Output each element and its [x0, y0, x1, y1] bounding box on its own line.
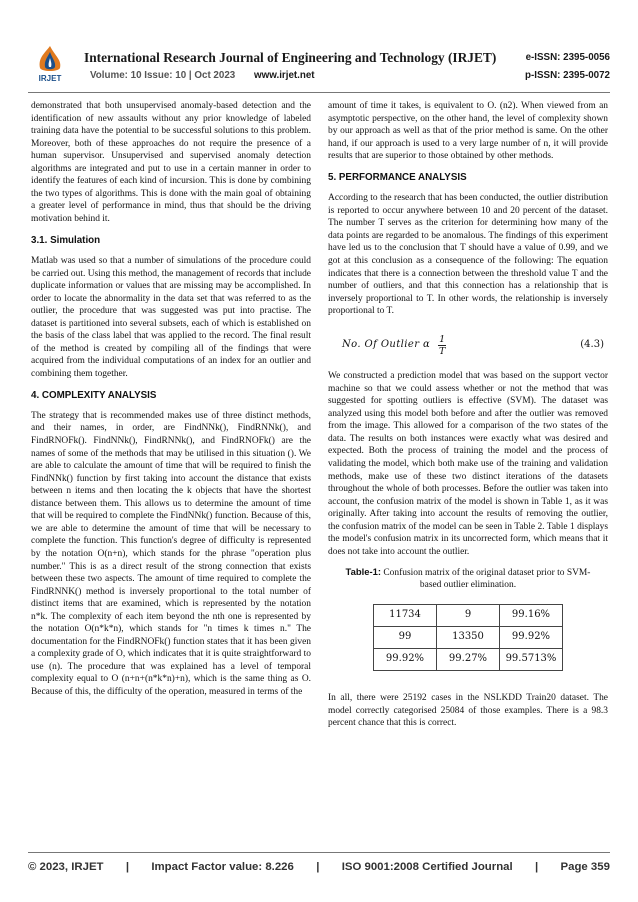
section-heading-complexity: 4. COMPLEXITY ANALYSIS: [31, 389, 157, 401]
paragraph: According to the research that has been conducted, the outlier distribution is reported to occur anywhere between 10 and 20 percent of the dataset. The number T serves as the criterion for determining how many of the data points are regarded to be anomalous. The findings of this experiment have led us to the conclusion that T should have a value of 0.99, and we got at this conclusion as a consequence of the following: The equation indicates that there is a connection between the threshold value T and the number of outliers, and that this connection has a relationship that is inversely proportional to T. In other words, the relationship is inversely proportional to T.: [328, 193, 608, 317]
journal-url[interactable]: www.irjet.net: [253, 70, 315, 81]
equation-4-3: [328, 326, 608, 364]
fraction-denominator: T: [438, 345, 446, 357]
journal-title: International Research Journal of Engineering and Technology (IRJET): [84, 50, 497, 65]
header-divider: [28, 92, 610, 93]
table-cell: 9: [437, 605, 500, 627]
table-cell: 99.16%: [500, 605, 563, 627]
left-column: [31, 100, 311, 707]
equation-fraction: [438, 334, 446, 357]
right-column: [328, 100, 608, 738]
paragraph: amount of time it takes, is equivalent to O. (n2). When viewed from an asymptotic perspective, on the other hand, the level of complexity shown by our approach as well as that of the prior method is same. On the other hand, if our approach is used to a very large number of n, it will provide results that are superior to those obtained by other methods.: [328, 101, 608, 162]
table-cell: 11734: [374, 605, 437, 627]
footer-separator: |: [535, 861, 539, 873]
table-cell: 99.27%: [437, 649, 500, 671]
section-heading-performance: 5. PERFORMANCE ANALYSIS: [328, 172, 467, 184]
page-footer: [28, 861, 610, 873]
pissn: p-ISSN: 2395-0072: [525, 70, 610, 81]
table-caption: [336, 567, 600, 592]
copyright: © 2023, IRJET: [28, 861, 104, 873]
table-cell: 99: [374, 627, 437, 649]
page-header: [28, 42, 610, 88]
volume-issue: Volume: 10 Issue: 10 | Oct 2023: [90, 70, 236, 81]
footer-separator: |: [125, 861, 130, 873]
paragraph: The strategy that is recommended makes use of three distinct methods, and their names, in order, are FindNNk(), FindRNNk(), and FindRNOFk(). FindNNk(), FindRNNk(), and FindRNOFk() are the names of some of the methods that may be utilised in this situation (). We are able to calculate the amount of time that will be required to finish the FindNNk() function by first taking into account the distance that exists between n items and then locating the k objects that have the shortest distance between them. This allows us to determine the amount of time that will be required to complete the FindNNk() function. Because of this, we are able to determine the amount of time that will be necessary to complete the function. This function's degree of difficulty is represented by the notation O(n+n), which stands for the phrase "operation plus number." This is as a direct result of the strong connection that exists between these two aspects. The amount of time required to complete the FindRNNK() method is inversely proportional to the total number of distinct items that are examined, which is represented by the notation n*k. The complexity of each item beyond the nth one is represented by the notation O(n*k*n), which stands for "n times k times n." The documentation for the FindRNOFk() function states that it has been given a complexity grade of O, which indicates that it is quite straightforward to use (n). The procedure that was explained has a level of temporal complexity equal to O (n+n+(n*k*n)+n), which is the same thing as O. Because of this, the difficulty of the operation, measured in terms of the: [31, 410, 311, 697]
table-caption-label: Table-1:: [345, 566, 382, 578]
irjet-logo: [28, 44, 72, 86]
table-row: [374, 605, 563, 627]
footer-divider: [28, 852, 610, 853]
table-row: [374, 627, 563, 649]
paragraph: In all, there were 25192 cases in the NSLKDD Train20 dataset. The model correctly categorised 25084 of those examples. There is a 98.3 percent chance that this is correct.: [328, 693, 608, 729]
table-row: [374, 649, 563, 671]
table-cell: 99.92%: [374, 649, 437, 671]
volume-line: [90, 70, 331, 81]
paragraph: Matlab was used so that a number of simulations of the procedure could be carried out. Using this method, the management of records that include duplicate information or values that are missing may be accomplished. In order to locate the abnormality in the data set that was referred to as the outlier, the procedure that was suggested was put into practise. The dataset is partitioned into several subsets, each of which is established on the basis of the class label that was applied to the record. The final result of the method is created by compiling all of the findings that were acquired from the individual computations of an index for an outlier and combining them together.: [31, 255, 311, 379]
paragraph: We constructed a prediction model that was based on the support vector machine so that we could assess whether or not the method that was suggested for spotting outliers is effective (SVM). The dataset was analyzed using this model both before and after the outlier was removed from the image. This allowed for a comparison of the two states of the data. The results on both instances were exactly what was desired and expected. Both the process of training the model and the process of validating the model, which both make use of the training and validation methods, make use of these two distinct iterations of the datasets throughout the whole of both processes. Before the outlier was taken into account, the confusion matrix of the model is shown in Table 1, as it was originally. After taking into account the results of removing the outlier, the confusion matrix of the model can be seen in Table 2. Table 1 displays the model's confusion matrix in its uncorrected form, which means that it does not take into account the outlier.: [328, 371, 608, 557]
confusion-matrix-table: [373, 604, 563, 671]
table-caption-text: Confusion matrix of the original dataset prior to SVM-based outlier elimination.: [383, 567, 591, 591]
table-cell: 99.5713%: [500, 649, 563, 671]
impact-factor: Impact Factor value: 8.226: [151, 861, 294, 873]
flame-logo-icon: [28, 44, 72, 74]
iso-certification: ISO 9001:2008 Certified Journal: [341, 861, 513, 873]
eissn: e-ISSN: 2395-0056: [525, 52, 610, 63]
equation-number: (4.3): [580, 338, 604, 350]
equation-lhs: No. Of Outlier α: [342, 338, 431, 350]
table-cell: 13350: [437, 627, 500, 649]
table-cell: 99.92%: [500, 627, 563, 649]
footer-separator: |: [316, 861, 320, 873]
section-heading-simulation: 3.1. Simulation: [31, 234, 101, 246]
page-number: Page 359: [560, 861, 610, 873]
fraction-numerator: 1: [439, 333, 446, 345]
logo-text: IRJET: [38, 74, 62, 83]
paragraph: demonstrated that both unsupervised anomaly-based detection and the identification of new assaults without any prior knowledge of labeled training data have the potential to be successful solutions to this problem. Moreover, both of these approaches do not require the presence of a human supervisor. Unsupervised and supervised anomaly detection algorithms are integrated and put to use in a certain manner in order to identify the features of each kind of incursion. This is done by combining the two types of algorithms. This is done with the main goal of obtaining a greater level of performance in mind, thus that should be the driving motivation behind it.: [31, 101, 311, 224]
